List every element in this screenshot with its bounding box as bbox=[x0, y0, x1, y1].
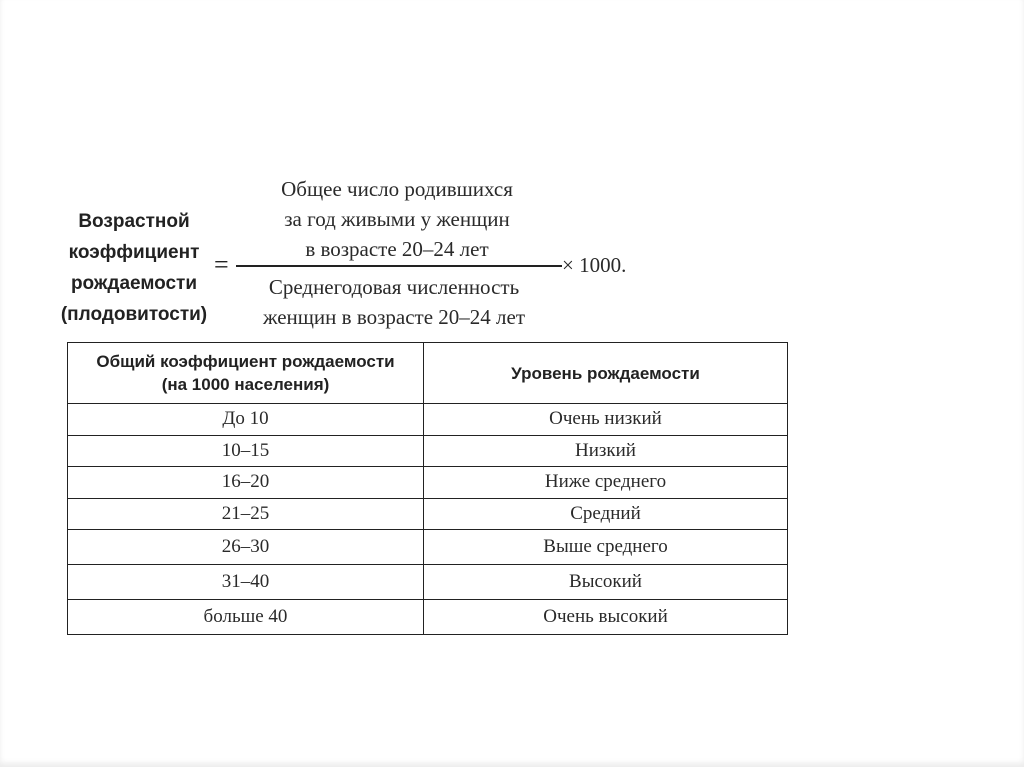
denominator-line: Среднегодовая численность bbox=[268, 275, 520, 299]
header-rate bbox=[68, 343, 424, 404]
numerator-line: Общее число родившихся bbox=[281, 177, 513, 201]
cell-range: 16–20 bbox=[68, 467, 424, 499]
denominator-line: женщин в возрасте 20–24 лет bbox=[262, 305, 526, 329]
table-row bbox=[68, 498, 788, 530]
formula-numerator bbox=[232, 174, 562, 264]
table-row bbox=[68, 404, 788, 436]
numerator-line: в возрасте 20–24 лет bbox=[305, 237, 489, 261]
cell-range: 26–30 bbox=[68, 530, 424, 565]
formula-lhs-line: коэффициент bbox=[68, 242, 200, 263]
cell-range: 21–25 bbox=[68, 498, 424, 530]
formula-lhs-line: (плодовитости) bbox=[60, 304, 208, 325]
fraction-bar bbox=[236, 265, 562, 267]
cell-level: Ниже среднего bbox=[424, 467, 788, 499]
header-rate-line: (на 1000 населения) bbox=[161, 375, 330, 394]
cell-level: Высокий bbox=[424, 565, 788, 600]
table-row bbox=[68, 530, 788, 565]
equals-sign: = bbox=[214, 250, 229, 279]
cell-level: Средний bbox=[424, 498, 788, 530]
cell-range: 31–40 bbox=[68, 565, 424, 600]
cell-level: Выше среднего bbox=[424, 530, 788, 565]
formula-lhs bbox=[50, 206, 218, 330]
table-row bbox=[68, 565, 788, 600]
formula-multiplier: × 1000. bbox=[562, 253, 627, 277]
header-rate-line: Общий коэффициент рождаемости bbox=[96, 352, 395, 371]
formula-lhs-line: рождаемости bbox=[70, 273, 198, 294]
formula-lhs-line: Возрастной bbox=[78, 211, 190, 232]
birth-rate-table bbox=[67, 342, 788, 635]
cell-level: Низкий bbox=[424, 435, 788, 467]
cell-level: Очень высокий bbox=[424, 600, 788, 635]
cell-level: Очень низкий bbox=[424, 404, 788, 436]
table-row bbox=[68, 600, 788, 635]
formula-denominator bbox=[224, 272, 564, 332]
cell-range: больше 40 bbox=[68, 600, 424, 635]
numerator-line: за год живыми у женщин bbox=[284, 207, 510, 231]
cell-range: 10–15 bbox=[68, 435, 424, 467]
header-level: Уровень рождаемости bbox=[424, 343, 788, 404]
table-header-row bbox=[68, 343, 788, 404]
cell-range: До 10 bbox=[68, 404, 424, 436]
table-row bbox=[68, 435, 788, 467]
table-row bbox=[68, 467, 788, 499]
